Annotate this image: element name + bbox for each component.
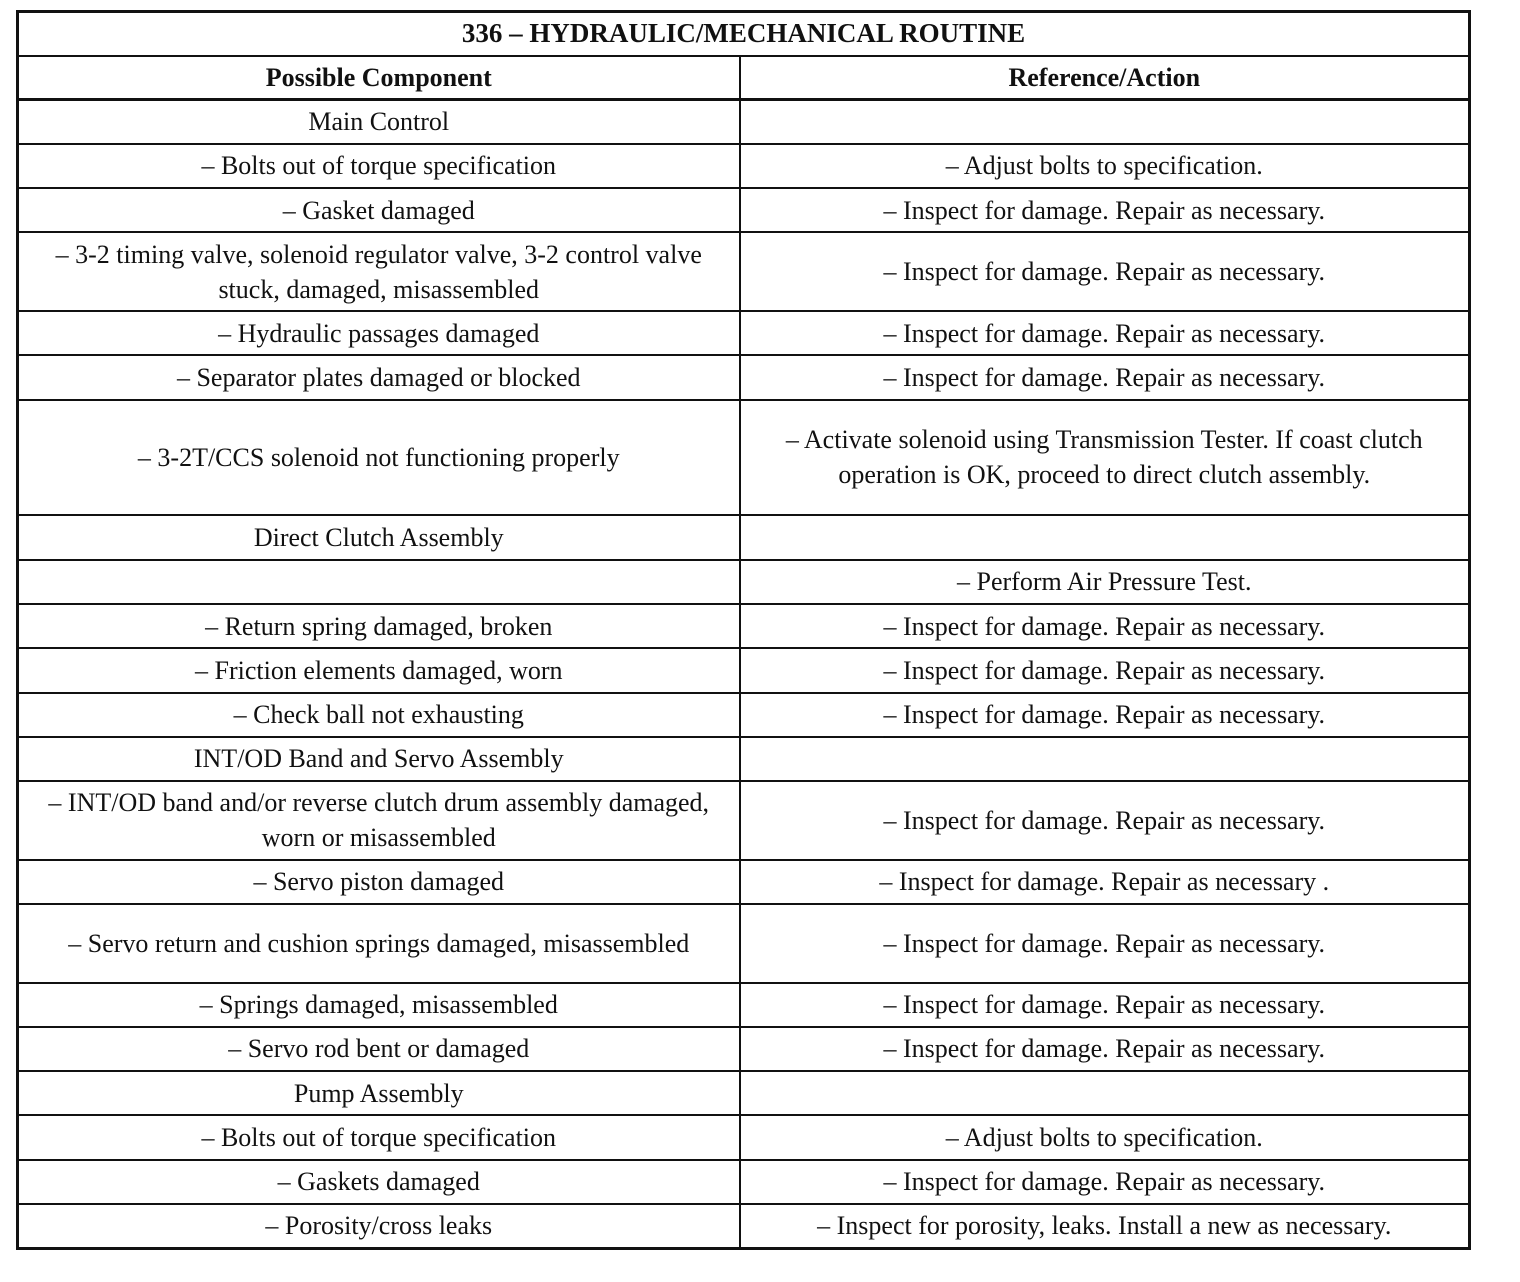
component-cell: Main Control <box>18 100 740 144</box>
component-cell: – Return spring damaged, broken <box>18 604 740 648</box>
table-row <box>18 693 1470 737</box>
title-row <box>18 12 1470 56</box>
column-header-component: Possible Component <box>18 56 740 100</box>
table-row <box>18 355 1470 399</box>
action-cell: – Inspect for damage. Repair as necessary. <box>740 904 1470 983</box>
table-row <box>18 604 1470 648</box>
action-cell: – Inspect for damage. Repair as necessary. <box>740 693 1470 737</box>
component-cell: – Springs damaged, misassembled <box>18 983 740 1027</box>
action-cell: – Activate solenoid using Transmission Tester. If coast clutch operation is OK, proceed to direct clutch assembly. <box>740 400 1470 516</box>
column-header-action: Reference/Action <box>740 56 1470 100</box>
table-row <box>18 100 1470 144</box>
table-row <box>18 1027 1470 1071</box>
action-cell: – Inspect for damage. Repair as necessary. <box>740 1027 1470 1071</box>
action-cell: – Inspect for damage. Repair as necessary. <box>740 355 1470 399</box>
action-cell: – Inspect for damage. Repair as necessary. <box>740 648 1470 692</box>
component-cell <box>18 560 740 604</box>
table-row <box>18 144 1470 188</box>
action-cell: – Inspect for damage. Repair as necessary. <box>740 188 1470 232</box>
table-row <box>18 400 1470 516</box>
component-cell: – Hydraulic passages damaged <box>18 311 740 355</box>
component-cell: – Friction elements damaged, worn <box>18 648 740 692</box>
table-row <box>18 1204 1470 1249</box>
table-row <box>18 188 1470 232</box>
component-cell: – Servo return and cushion springs damaged, misassembled <box>18 904 740 983</box>
table-title: 336 – HYDRAULIC/MECHANICAL ROUTINE <box>18 12 1470 56</box>
table-row <box>18 232 1470 311</box>
component-cell: – Porosity/cross leaks <box>18 1204 740 1249</box>
action-cell: – Inspect for damage. Repair as necessary. <box>740 781 1470 860</box>
component-cell: – Bolts out of torque specification <box>18 1115 740 1159</box>
action-cell: – Inspect for damage. Repair as necessary. <box>740 311 1470 355</box>
component-cell: – 3-2 timing valve, solenoid regulator valve, 3-2 control valve stuck, damaged, misassembled <box>18 232 740 311</box>
header-row <box>18 56 1470 100</box>
component-cell: – Servo rod bent or damaged <box>18 1027 740 1071</box>
table-row <box>18 560 1470 604</box>
component-cell: – Check ball not exhausting <box>18 693 740 737</box>
table-row <box>18 904 1470 983</box>
table-row <box>18 983 1470 1027</box>
component-cell: – Gasket damaged <box>18 188 740 232</box>
hydraulic-mechanical-routine-table <box>16 10 1471 1250</box>
component-cell: – Separator plates damaged or blocked <box>18 355 740 399</box>
action-cell: – Inspect for damage. Repair as necessary. <box>740 1160 1470 1204</box>
table-row <box>18 1160 1470 1204</box>
action-cell: – Inspect for damage. Repair as necessary. <box>740 604 1470 648</box>
action-cell: – Inspect for damage. Repair as necessary. <box>740 232 1470 311</box>
table-row <box>18 737 1470 781</box>
action-cell <box>740 737 1470 781</box>
action-cell: – Inspect for damage. Repair as necessary . <box>740 860 1470 904</box>
action-cell <box>740 515 1470 559</box>
table-row <box>18 515 1470 559</box>
component-cell: INT/OD Band and Servo Assembly <box>18 737 740 781</box>
table-row <box>18 781 1470 860</box>
component-cell: – Bolts out of torque specification <box>18 144 740 188</box>
action-cell <box>740 100 1470 144</box>
action-cell: – Perform Air Pressure Test. <box>740 560 1470 604</box>
component-cell: Direct Clutch Assembly <box>18 515 740 559</box>
action-cell: – Adjust bolts to specification. <box>740 1115 1470 1159</box>
component-cell: – INT/OD band and/or reverse clutch drum assembly damaged, worn or misassembled <box>18 781 740 860</box>
action-cell <box>740 1071 1470 1115</box>
action-cell: – Inspect for damage. Repair as necessary. <box>740 983 1470 1027</box>
component-cell: – Servo piston damaged <box>18 860 740 904</box>
action-cell: – Inspect for porosity, leaks. Install a new as necessary. <box>740 1204 1470 1249</box>
table-row <box>18 311 1470 355</box>
table-row <box>18 860 1470 904</box>
component-cell: – Gaskets damaged <box>18 1160 740 1204</box>
action-cell: – Adjust bolts to specification. <box>740 144 1470 188</box>
table-row <box>18 1115 1470 1159</box>
table-row <box>18 1071 1470 1115</box>
component-cell: – 3-2T/CCS solenoid not functioning properly <box>18 400 740 516</box>
table-row <box>18 648 1470 692</box>
component-cell: Pump Assembly <box>18 1071 740 1115</box>
